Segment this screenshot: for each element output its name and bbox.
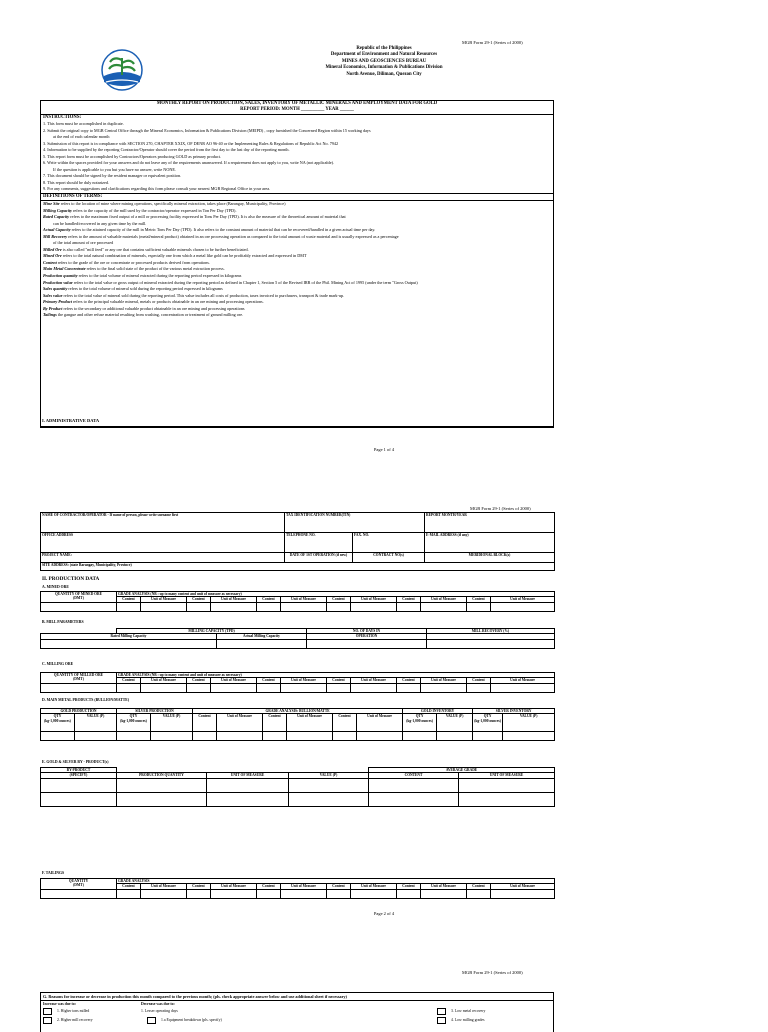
by-content-label: CONTENT bbox=[404, 773, 423, 778]
mined-cell[interactable] bbox=[351, 602, 397, 611]
byproduct-label: E. GOLD & SILVER BY - PRODUCT(s) bbox=[42, 760, 109, 764]
content-header: Content bbox=[187, 678, 211, 683]
date-cell[interactable] bbox=[285, 553, 353, 563]
milled-cell[interactable] bbox=[421, 683, 467, 692]
office-cell[interactable] bbox=[41, 533, 285, 553]
definition-text: refers to the total value of mineral sold during the reporting period. This value includes all costs of production, taxes invoiced to purchasers, transport & trade mark-up. bbox=[62, 292, 345, 298]
content-header: Content bbox=[257, 597, 281, 602]
content-header bbox=[333, 714, 357, 732]
tail-cell[interactable] bbox=[421, 889, 467, 898]
low-grade-label: 4. Low milling grades bbox=[451, 1018, 485, 1022]
uom-header: Unit of Measure bbox=[491, 597, 555, 602]
recovery-cell[interactable] bbox=[427, 639, 555, 648]
definition-term: Primary Product bbox=[43, 299, 72, 305]
uom-header: Unit of Measure bbox=[491, 884, 555, 889]
content-header: Content bbox=[117, 597, 141, 602]
main-metal-label: D. MAIN METAL PRODUCTS (BULLION/MATTE) bbox=[42, 698, 130, 702]
uom-header: Unit of Measure bbox=[351, 884, 397, 889]
instructions-heading: INSTRUCTIONS: bbox=[43, 115, 82, 120]
days-cell[interactable] bbox=[307, 639, 427, 648]
tail-cell[interactable] bbox=[327, 889, 351, 898]
metal-cell[interactable] bbox=[287, 732, 333, 741]
uom-header: Unit of Measure bbox=[281, 678, 327, 683]
value-label: VALUE (P) bbox=[86, 714, 105, 719]
milled-cell[interactable] bbox=[211, 683, 257, 692]
tail-cell[interactable] bbox=[281, 889, 327, 898]
period-cell[interactable] bbox=[425, 513, 555, 533]
kg-label: (kg-1,000 ounces) bbox=[474, 718, 501, 723]
content-header: Content bbox=[327, 597, 351, 602]
by-cell[interactable] bbox=[459, 792, 555, 806]
instruction-item: 2. Submit the original copy to MGB Central Office through the Mineral Economics, Information & Publications Division (MEIPD) , copy furnished the Concerned Region within 15 working days bbox=[43, 127, 371, 133]
milled-cell[interactable] bbox=[141, 683, 187, 692]
definition-term: Milled Ore bbox=[43, 246, 62, 252]
uom-label: Unit of Measure bbox=[367, 714, 393, 719]
higher-tons-label: 1. Higher tons milled bbox=[57, 1009, 90, 1013]
content-header: Content bbox=[397, 678, 421, 683]
by-cell[interactable] bbox=[369, 792, 459, 806]
days-label: NO. OF DAYS IN bbox=[352, 629, 381, 633]
milled-cell[interactable] bbox=[281, 683, 327, 692]
admin-table bbox=[40, 512, 555, 571]
mined-qty-header bbox=[41, 592, 117, 603]
qty-header bbox=[403, 714, 437, 732]
milled-grade-label: GRADE ANALYSIS (NB : up to many content and unit of measure as necessary) bbox=[118, 673, 242, 677]
section-production-label: II. PRODUCTION DATA bbox=[42, 576, 100, 582]
tail-cell[interactable] bbox=[351, 889, 397, 898]
definitions-list bbox=[41, 201, 553, 319]
rated-label: Rated Milling Capacity bbox=[110, 634, 147, 639]
milled-cell[interactable] bbox=[187, 683, 211, 692]
content-header: Content bbox=[467, 678, 491, 683]
header-line5: North Avenue, Diliman, Quezon City bbox=[346, 71, 422, 77]
content-header: Content bbox=[327, 884, 351, 889]
by-uom-label: UNIT OF MEASURE bbox=[230, 773, 265, 778]
uom-header: Unit of Measure bbox=[141, 678, 187, 683]
header-line2: Department of Environment and Natural Resources bbox=[330, 52, 438, 58]
qty-header bbox=[117, 714, 151, 732]
uom-header: Unit of Measure bbox=[211, 884, 257, 889]
mined-cell[interactable] bbox=[421, 602, 467, 611]
email-label: E-MAIL ADDRESS (if any) bbox=[426, 533, 469, 537]
by-cell[interactable] bbox=[369, 778, 459, 792]
mined-cell[interactable] bbox=[41, 602, 117, 611]
value-header bbox=[75, 714, 117, 732]
higher-tons-checkbox[interactable] bbox=[43, 1008, 52, 1015]
tel-label: TELEPHONE NO. bbox=[286, 533, 316, 537]
instruction-item: 7. This document should be signed by the resident manager or equivalent position. bbox=[43, 173, 182, 179]
uom-header: Unit of Measure bbox=[141, 884, 187, 889]
uom-header: Unit of Measure bbox=[351, 597, 397, 602]
uom-header: Unit of Measure bbox=[141, 597, 187, 602]
mined-cell[interactable] bbox=[257, 602, 281, 611]
actual-cell[interactable] bbox=[217, 639, 307, 648]
gold-inv-label: GOLD INVENTORY bbox=[420, 709, 455, 713]
milled-cell[interactable] bbox=[41, 683, 117, 692]
content-label: Content bbox=[198, 714, 211, 719]
definition-text: refers to the total natural combination of minerals, especially one from which a metal like gold can be profitably extracted and expressed in DMT bbox=[61, 253, 307, 259]
instruction-item: 5. This report form must be accomplished by Contractors/Operators producing GOLD as primary product. bbox=[43, 153, 221, 159]
content-header: Content bbox=[257, 884, 281, 889]
uom-header: Unit of Measure bbox=[421, 678, 467, 683]
milling-ore-table bbox=[40, 672, 555, 693]
instruction-item: 8. This report should be duly notarized. bbox=[43, 179, 109, 185]
content-header: Content bbox=[467, 884, 491, 889]
instruction-item: If the question is applicable to you but you have no answer, write NONE. bbox=[53, 166, 176, 172]
definition-term: Production value bbox=[43, 279, 73, 285]
tailings-table bbox=[40, 878, 555, 899]
project-cell[interactable] bbox=[41, 553, 285, 563]
qty-label: QTY bbox=[415, 714, 424, 719]
by-cell[interactable] bbox=[41, 778, 117, 792]
instructions-list bbox=[41, 121, 553, 193]
by-cell[interactable] bbox=[117, 792, 207, 806]
mined-cell[interactable] bbox=[211, 602, 257, 611]
by-cell[interactable] bbox=[459, 778, 555, 792]
uom-header bbox=[217, 714, 263, 732]
byproduct-table bbox=[40, 767, 555, 807]
header-line3: MINES AND GEOSCIENCES BUREAU bbox=[341, 58, 427, 64]
content-header: Content bbox=[117, 884, 141, 889]
definition-term: Mined Ore bbox=[43, 253, 62, 259]
metal-cell[interactable] bbox=[333, 732, 357, 741]
page-number-1: Page 1 of 4 bbox=[373, 447, 395, 452]
section-admin-rule bbox=[40, 426, 554, 427]
milled-dmt: (DMT) bbox=[73, 677, 84, 682]
metal-cell[interactable] bbox=[263, 732, 287, 741]
equipment-label: 1.a Equipment breakdown (pls. specify) bbox=[161, 1018, 222, 1022]
kg-label: (kg-1,000 ounces) bbox=[44, 718, 71, 723]
by-cell[interactable] bbox=[117, 778, 207, 792]
definition-text: refers to the attained capacity of the mill in Metric Tons Per Day (TPD). It also refers to the constant amount of material that can be recovered/handled in a given actual time per day. bbox=[70, 227, 376, 233]
tail-cell[interactable] bbox=[467, 889, 491, 898]
definition-text: refers to the principal valuable mineral, metals or products obtainable in an ore mining and processing operations. bbox=[71, 299, 264, 305]
instructions-box bbox=[40, 100, 554, 428]
metal-cell[interactable] bbox=[193, 732, 217, 741]
content-header: Content bbox=[397, 884, 421, 889]
value-label: VALUE (P) bbox=[519, 714, 538, 719]
definition-text: can be handled/recovered in any given time by the mill. bbox=[53, 220, 147, 226]
qty-label: QTY bbox=[129, 714, 138, 719]
name-cell[interactable] bbox=[41, 513, 285, 533]
mined-cell[interactable] bbox=[117, 602, 141, 611]
qty-label: QTY bbox=[53, 714, 62, 719]
recovery-label: MILL RECOVERY (%) bbox=[471, 629, 510, 633]
tail-qty-label: QUANTITY bbox=[68, 879, 89, 883]
definition-text: refers to the grade of the ore or concentrate or processed products derived from operations. bbox=[56, 259, 210, 265]
qty-header bbox=[41, 714, 75, 732]
higher-recovery-checkbox[interactable] bbox=[43, 1017, 52, 1024]
silver-prod-label: SILVER PRODUCTION bbox=[135, 709, 174, 713]
tail-cell[interactable] bbox=[41, 889, 117, 898]
definition-text: of the total amount of ore processed bbox=[53, 240, 114, 246]
equipment-checkbox[interactable] bbox=[147, 1017, 156, 1024]
metal-cell[interactable] bbox=[41, 732, 75, 741]
contract-label: CONTRACT NO(s) bbox=[373, 553, 404, 557]
milling-ore-label: C. MILLING ORE bbox=[42, 662, 74, 666]
prodqty-label: PRODUCTION QUANTITY bbox=[139, 773, 184, 778]
low-recovery-checkbox[interactable] bbox=[437, 1008, 446, 1015]
value-label: VALUE (P) bbox=[445, 714, 464, 719]
tin-cell[interactable] bbox=[285, 513, 425, 533]
uom-header: Unit of Measure bbox=[281, 884, 327, 889]
value-header bbox=[503, 714, 555, 732]
grade-bullion-label: GRADE ANALYSIS: BULLION/MATTE bbox=[265, 709, 330, 713]
header bbox=[0, 46, 768, 78]
low-recovery-label: 3. Low metal recovery bbox=[451, 1009, 486, 1013]
name-label: NAME OF CONTRACTOR/OPERATOR - If name of person, please write surname first bbox=[42, 513, 179, 517]
metal-cell[interactable] bbox=[357, 732, 403, 741]
instruction-item: 9. For any comments, suggestions and clarifications regarding this form please consult your nearest MGB Regional Office in your area. bbox=[43, 186, 271, 192]
content-header: Content bbox=[327, 678, 351, 683]
definition-item bbox=[41, 312, 553, 319]
content-header bbox=[263, 714, 287, 732]
tail-dmt: (DMT) bbox=[73, 883, 84, 888]
metal-cell[interactable] bbox=[151, 732, 193, 741]
definition-text: refers to the capacity of the mill used by the contractor/operator expressed in Ton Per Day (TPD). bbox=[71, 207, 237, 213]
content-header: Content bbox=[117, 678, 141, 683]
tail-cell[interactable] bbox=[257, 889, 281, 898]
header-line1: Republic of the Philippines bbox=[356, 46, 412, 51]
reasons-title: G. Reasons for increase or decrease in production this month compared to the previous month; (pls. check appropriate answer below and use additional sheet if necessary) bbox=[41, 993, 553, 1001]
form-number-2: MGB Form 29-1 (Series of 2000) bbox=[470, 506, 531, 511]
metal-cell[interactable] bbox=[437, 732, 473, 741]
definition-text: refers to the total volume of mineral sold during the reporting period expressed in kilograms bbox=[67, 286, 223, 292]
definition-text: refers to the total value or gross output of mineral extracted during the reporting period as defined in Chapter 1, Section 5 of the Revised IRR of the Phil. Mining Act of 1995 (under the term "Gross Output) bbox=[72, 279, 418, 285]
tail-qty-header bbox=[41, 879, 117, 890]
mined-ore-table bbox=[40, 591, 555, 612]
silver-inv-label: SILVER INVENTORY bbox=[495, 709, 532, 713]
content-header: Content bbox=[187, 597, 211, 602]
tel-cell[interactable] bbox=[285, 533, 353, 553]
definition-term: Mill Recovery bbox=[43, 233, 68, 239]
definition-term: Tailings bbox=[43, 312, 57, 318]
tail-cell[interactable] bbox=[187, 889, 211, 898]
tail-cell[interactable] bbox=[141, 889, 187, 898]
content-header bbox=[193, 714, 217, 732]
fax-label: FAX. NO. bbox=[354, 533, 370, 537]
content-header: Content bbox=[467, 597, 491, 602]
mined-cell[interactable] bbox=[187, 602, 211, 611]
tail-cell[interactable] bbox=[211, 889, 257, 898]
definitions-heading: DEFINITIONS OF TERMS: bbox=[41, 193, 553, 201]
definition-term: By Product bbox=[43, 305, 63, 311]
definition-text: refers to the location of mine where mining operations, specifically mineral extraction, takes place (Barangay, Municipality, Province) bbox=[59, 201, 286, 207]
mill-params-label: B. MILL PARAMETERS bbox=[42, 620, 84, 624]
instruction-item: 1. This form must be accomplished in duplicate. bbox=[43, 121, 124, 126]
email-cell[interactable] bbox=[425, 533, 555, 553]
by-cell[interactable] bbox=[207, 778, 289, 792]
section-admin-label: I. ADMINISTRATIVE DATA bbox=[42, 418, 100, 423]
reasons-box bbox=[40, 992, 554, 1032]
value-label: VALUE (P) bbox=[162, 714, 181, 719]
milled-cell[interactable] bbox=[491, 683, 555, 692]
content-label: Content bbox=[268, 714, 281, 719]
content-label: Content bbox=[338, 714, 351, 719]
metal-cell[interactable] bbox=[117, 732, 151, 741]
metal-cell[interactable] bbox=[473, 732, 503, 741]
definition-term: Milling Capacity bbox=[43, 207, 72, 213]
higher-recovery-label: 2. Higher mill recovery bbox=[57, 1018, 93, 1022]
main-metal-table bbox=[40, 708, 555, 741]
content-header: Content bbox=[397, 597, 421, 602]
kg-label: (kg-1,000 ounces) bbox=[120, 718, 147, 723]
period-label: REPORT MONTH/YEAR bbox=[426, 513, 467, 517]
uom-header: Unit of Measure bbox=[211, 597, 257, 602]
definition-term: Rated Capacity bbox=[43, 214, 70, 220]
uom-header: Unit of Measure bbox=[421, 884, 467, 889]
mined-cell[interactable] bbox=[327, 602, 351, 611]
definition-term: Production quantity bbox=[43, 273, 78, 279]
report-period: REPORT PERIOD: MONTH __________ YEAR ______ bbox=[240, 107, 354, 112]
meridional-cell[interactable] bbox=[425, 553, 555, 563]
content-header: Content bbox=[257, 678, 281, 683]
milled-qty-label: QUANTITY OF MILLED ORE bbox=[53, 673, 104, 677]
by-cell[interactable] bbox=[289, 792, 369, 806]
fax-cell[interactable] bbox=[353, 533, 425, 553]
uom-label: Unit of Measure bbox=[297, 714, 322, 719]
definition-text: is also called "mill feed" or any ore that contains sufficient valuable minerals chosen to be further beneficiated. bbox=[61, 246, 249, 252]
uom-header bbox=[287, 714, 333, 732]
metal-cell[interactable] bbox=[75, 732, 117, 741]
uom-header: Unit of Measure bbox=[211, 678, 257, 683]
project-label: PROJECT NAME: bbox=[42, 553, 72, 557]
definition-term: Sales value bbox=[43, 292, 63, 298]
mill-params-table bbox=[40, 628, 555, 649]
mined-qty-label: QUANTITY OF MINED ORE bbox=[55, 592, 102, 596]
mined-ore-label: A. MINED ORE bbox=[42, 585, 69, 589]
report-title bbox=[41, 101, 553, 115]
milled-cell[interactable] bbox=[257, 683, 281, 692]
contract-cell[interactable] bbox=[353, 553, 425, 563]
mined-dmt: (DMT) bbox=[73, 596, 84, 601]
definition-text: refers to the final solid state of the product of the various metal extraction process. bbox=[85, 266, 225, 272]
qty-label: QTY bbox=[483, 714, 492, 719]
report-title-text: MONTHLY REPORT ON PRODUCTION, SALES, INVENTORY OF METALLIC MINERALS AND EMPLOYMENT DATA FOR GOLD bbox=[156, 101, 438, 106]
date-label: DATE OF 1ST OPERATION (if new) bbox=[289, 553, 348, 557]
milling-cap-label: MILLING CAPACITY (TPD) bbox=[188, 629, 235, 633]
by-uom2-label: UNIT OF MEASURE bbox=[489, 773, 524, 778]
mined-grade-label: GRADE ANALYSIS (NB : up to many content and unit of measure as necessary) bbox=[118, 592, 242, 596]
definition-term: Main Metal Concentrate bbox=[43, 266, 86, 272]
uom-header bbox=[357, 714, 403, 732]
tail-cell[interactable] bbox=[397, 889, 421, 898]
definition-text: refers to the total volume of mineral extracted during the reporting period expressed in kilograms bbox=[77, 273, 242, 279]
mined-cell[interactable] bbox=[467, 602, 491, 611]
milled-qty-header bbox=[41, 673, 117, 684]
milled-cell[interactable] bbox=[351, 683, 397, 692]
avg-label: AVERAGE GRADE bbox=[445, 768, 478, 772]
operation-label: OPERATION bbox=[355, 634, 378, 639]
rated-cell[interactable] bbox=[41, 639, 217, 648]
instruction-item: at the end of each calendar month bbox=[53, 134, 110, 140]
instruction-item: 6. Write within the spaces provided for your answers and do not leave any of the requirements unanswered. If a requirement does not apply to you, write NA (not applicable). bbox=[43, 160, 335, 166]
form-number: MGB Form 29-1 (Series of 2000) bbox=[462, 40, 523, 45]
tail-grade-label: GRADE ANALYSIS bbox=[118, 879, 150, 883]
increase-label: Increase was due to: bbox=[43, 1002, 76, 1006]
tailings-label: F. TAILINGS bbox=[42, 871, 65, 875]
definition-text: refers to the secondary or additional valuable product obtainable in an ore mining and processing operations bbox=[62, 305, 245, 311]
kg-label: (kg-1,000 ounces) bbox=[406, 718, 433, 723]
page-number-2: Page 2 of 4 bbox=[373, 911, 395, 916]
by-value-label: VALUE (P) bbox=[319, 773, 338, 778]
uom-header: Unit of Measure bbox=[281, 597, 327, 602]
content-header: Content bbox=[187, 884, 211, 889]
by-cell[interactable] bbox=[289, 778, 369, 792]
header-line4: Mineral Economics, Information & Publications Division bbox=[325, 65, 443, 71]
metal-cell[interactable] bbox=[403, 732, 437, 741]
mined-cell[interactable] bbox=[281, 602, 327, 611]
mined-cell[interactable] bbox=[397, 602, 421, 611]
by-cell[interactable] bbox=[41, 792, 117, 806]
definition-text: the gangue and other refuse material resulting from washing, concentration or treatment of ground milling ore. bbox=[56, 312, 244, 318]
milled-cell[interactable] bbox=[397, 683, 421, 692]
instruction-item: 3. Submission of this report is in compliance with SECTION 270, CHAPTER XXIX, OF DENR AO 96-40 or the Implementing Rules & Regulations of Republic Act No. 7942 bbox=[43, 140, 339, 146]
site-label: SITE ADDRESS: (state Barangay, Municipality, Province) bbox=[42, 563, 132, 567]
uom-header: Unit of Measure bbox=[351, 678, 397, 683]
specify-label: (SPECIFY) bbox=[69, 773, 88, 778]
definition-term: Actual Capacity bbox=[43, 227, 71, 233]
actual-label: Actual Milling Capacity bbox=[243, 634, 280, 639]
definition-text: refers to the amount of valuable materials (metal/mineral product) obtained in an ore processing operation as compared to the total amount of waste material and is usually expressed as a percentage bbox=[67, 233, 399, 239]
tail-cell[interactable] bbox=[491, 889, 555, 898]
site-cell[interactable] bbox=[41, 563, 555, 571]
by-label: BY-PRODUCT bbox=[66, 768, 91, 772]
low-grade-checkbox[interactable] bbox=[437, 1017, 446, 1024]
uom-label: Unit of Measure bbox=[227, 714, 252, 719]
milled-cell[interactable] bbox=[327, 683, 351, 692]
value-header bbox=[151, 714, 193, 732]
tin-label: TAX IDENTIFICATION NUMBER(TIN) bbox=[286, 513, 351, 517]
meridional-label: MERIDIONAL BLOCK(s) bbox=[468, 553, 511, 557]
definition-text: refers to the maximum fixed output of a mill or processing facility expressed in Tons Per Day (TPD). It is also the measure of the theoretical amount of material that bbox=[69, 214, 346, 220]
lesser-days-label: 1. Lesser operating days bbox=[141, 1009, 178, 1013]
metal-cell[interactable] bbox=[217, 732, 263, 741]
gold-prod-label: GOLD PRODUCTION bbox=[60, 709, 97, 713]
tail-cell[interactable] bbox=[117, 889, 141, 898]
uom-header: Unit of Measure bbox=[421, 597, 467, 602]
metal-cell[interactable] bbox=[503, 732, 555, 741]
qty-header bbox=[473, 714, 503, 732]
uom-header: Unit of Measure bbox=[491, 678, 555, 683]
definition-term: Mine Site bbox=[43, 201, 60, 207]
milled-cell[interactable] bbox=[467, 683, 491, 692]
form-number-3: MGB Form 29-1 (Series of 2000) bbox=[462, 970, 523, 975]
mined-cell[interactable] bbox=[491, 602, 555, 611]
mined-cell[interactable] bbox=[141, 602, 187, 611]
definition-term: Sales quantity bbox=[43, 286, 68, 292]
instruction-item: 4. Information to be supplied by the reporting Contractor/Operator should cover the period from the first day to the last day of the reporting month. bbox=[43, 147, 290, 153]
decrease-label: Decrease was due to: bbox=[141, 1002, 175, 1006]
by-cell[interactable] bbox=[207, 792, 289, 806]
office-label: OFFICE ADDRESS bbox=[42, 533, 74, 537]
milled-cell[interactable] bbox=[117, 683, 141, 692]
value-header bbox=[437, 714, 473, 732]
definition-term: Content bbox=[43, 259, 57, 265]
